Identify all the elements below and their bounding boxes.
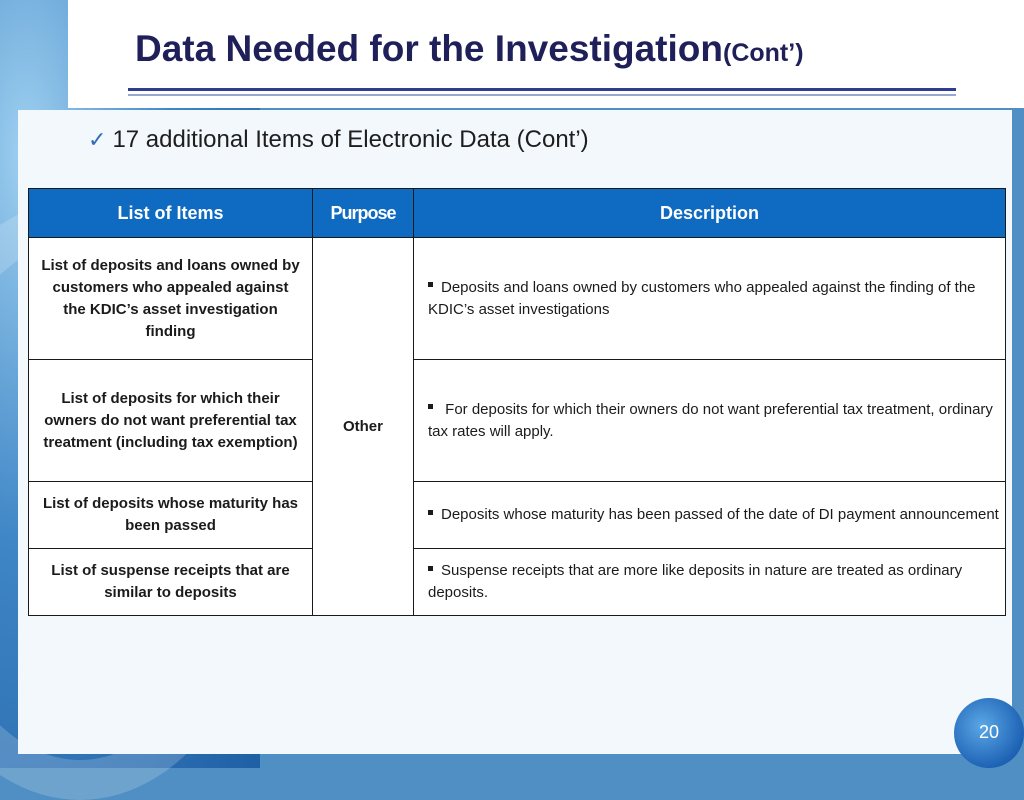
square-bullet-icon bbox=[428, 510, 433, 515]
description-cell bbox=[414, 482, 1006, 549]
slide-title-main: Data Needed for the Investigation bbox=[135, 28, 723, 69]
item-cell: List of deposits and loans owned by customers who appealed against the KDIC’s asset investigation finding bbox=[29, 238, 313, 360]
description-cell bbox=[414, 549, 1006, 616]
item-cell: List of deposits for which their owners do not want preferential tax treatment (including tax exemption) bbox=[29, 360, 313, 482]
page-number: 20 bbox=[978, 722, 1000, 742]
item-cell: List of deposits whose maturity has been passed bbox=[29, 482, 313, 549]
items-table bbox=[28, 188, 1006, 616]
item-cell: List of suspense receipts that are similar to deposits bbox=[29, 549, 313, 616]
description-cell bbox=[414, 360, 1006, 482]
description-text: Deposits whose maturity has been passed of the date of DI payment announcement bbox=[441, 506, 999, 523]
title-underline-light bbox=[128, 94, 956, 96]
square-bullet-icon bbox=[428, 282, 433, 287]
bullet-item bbox=[88, 126, 589, 154]
title-underline-dark bbox=[128, 88, 956, 91]
description-text: Suspense receipts that are more like deposits in nature are treated as ordinary deposits. bbox=[428, 562, 963, 601]
description-text: For deposits for which their owners do not want preferential tax treatment, ordinary tax rates will apply. bbox=[428, 400, 993, 440]
table-header-row bbox=[29, 189, 1006, 238]
table-row bbox=[29, 549, 1006, 616]
header-list-of-items: List of Items bbox=[29, 189, 313, 238]
header-description: Description bbox=[414, 189, 1006, 238]
table-row bbox=[29, 482, 1006, 549]
description-cell bbox=[414, 238, 1006, 360]
header-purpose: Purpose bbox=[313, 189, 414, 238]
purpose-cell: Other bbox=[313, 238, 414, 616]
slide-title-suffix: (Cont’) bbox=[723, 39, 804, 67]
table-row bbox=[29, 238, 1006, 360]
description-text: Deposits and loans owned by customers who appealed against the finding of the KDIC’s asset investigations bbox=[428, 278, 976, 318]
checkmark-icon: ✓ bbox=[88, 127, 107, 152]
bullet-text: 17 additional Items of Electronic Data (Cont’) bbox=[112, 126, 589, 153]
table-row bbox=[29, 360, 1006, 482]
square-bullet-icon bbox=[428, 404, 433, 409]
slide-title bbox=[135, 28, 804, 70]
square-bullet-icon bbox=[428, 566, 433, 571]
